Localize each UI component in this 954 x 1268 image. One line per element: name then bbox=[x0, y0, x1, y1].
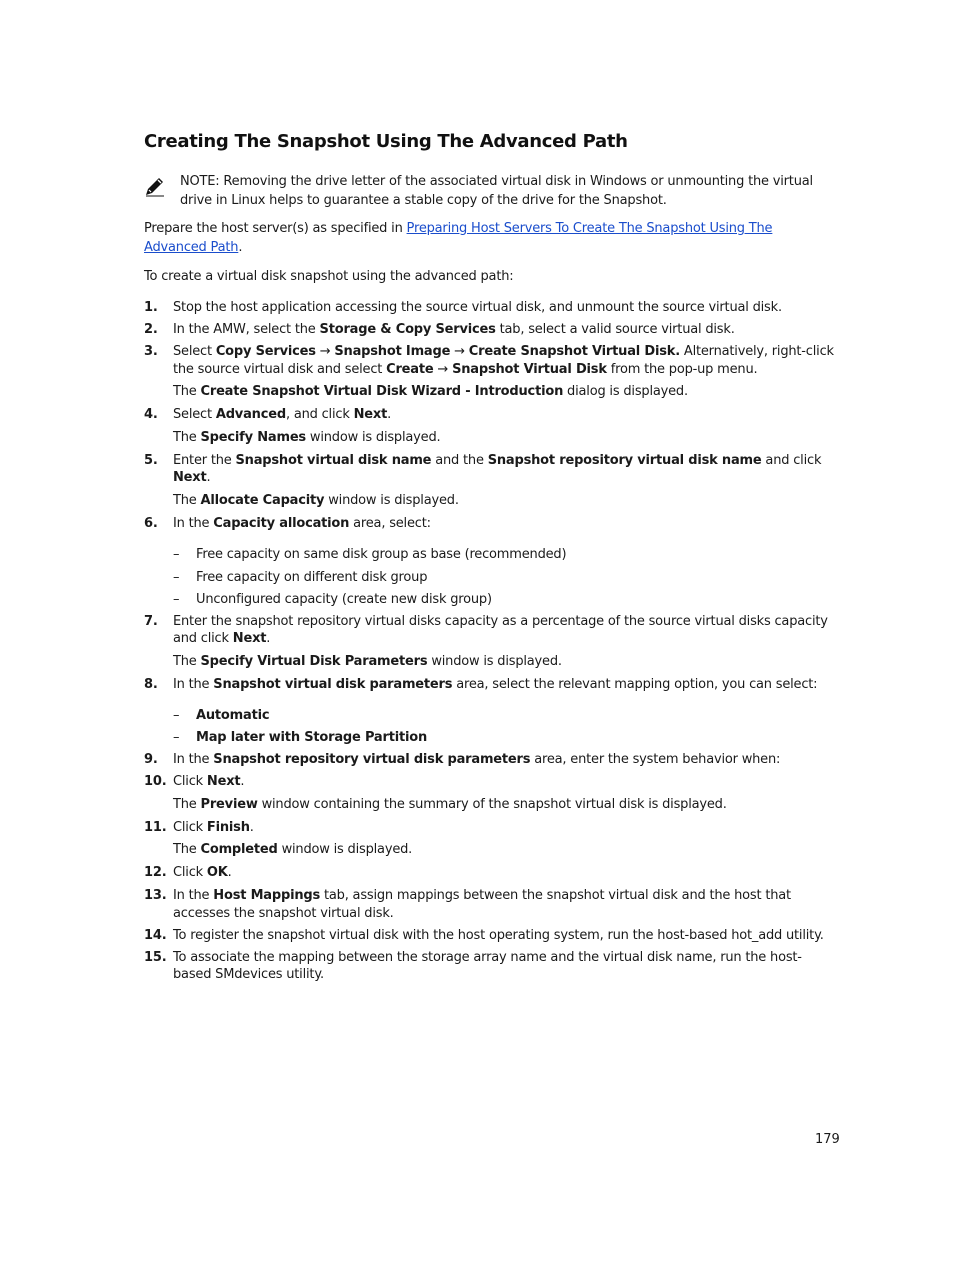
prepare-end: . bbox=[238, 240, 243, 255]
step-text: . bbox=[240, 774, 245, 789]
capacity-option bbox=[144, 591, 838, 609]
step-text: and click bbox=[761, 452, 822, 468]
preparing-host-servers-link[interactable]: Preparing Host Servers To Create The Snapshot Using The Advanced Path bbox=[144, 221, 773, 255]
step-bold: Snapshot virtual disk parameters bbox=[213, 676, 453, 692]
dash: – bbox=[173, 730, 180, 745]
note-text bbox=[180, 172, 838, 210]
step-text: Select bbox=[173, 407, 216, 422]
step-text: tab, assign mappings between the snapshot virtual disk and the host that accesses the snapshot virtual disk. bbox=[173, 888, 791, 921]
step-list bbox=[144, 299, 838, 984]
step-text: In the bbox=[173, 515, 214, 531]
prepare-paragraph bbox=[144, 219, 838, 257]
mapping-option bbox=[144, 729, 838, 747]
dash: – bbox=[173, 708, 180, 723]
step-text: and the bbox=[431, 452, 488, 468]
step-text: Click bbox=[173, 774, 207, 789]
step-number: 13. bbox=[144, 888, 167, 903]
step-number: 9. bbox=[144, 752, 158, 767]
step-text: In the bbox=[173, 888, 214, 903]
result-bold: Preview bbox=[200, 796, 258, 812]
step-bold: Next bbox=[206, 774, 241, 789]
step-text: . bbox=[266, 631, 271, 646]
page-number: 179 bbox=[815, 1132, 840, 1147]
step-text: Click bbox=[173, 819, 207, 835]
result-text: The bbox=[173, 653, 201, 669]
step-bold: Next bbox=[173, 470, 207, 485]
result-text: The bbox=[173, 492, 201, 508]
step-bold: Copy Services bbox=[215, 344, 316, 359]
note-label: NOTE: bbox=[180, 174, 220, 189]
step-text: In the bbox=[173, 676, 214, 692]
result-bold: Specify Virtual Disk Parameters bbox=[200, 653, 428, 669]
result-text: The bbox=[173, 796, 201, 812]
step-3-result bbox=[144, 383, 838, 401]
step-14 bbox=[144, 927, 838, 945]
step-1 bbox=[144, 299, 838, 317]
step-text: In the bbox=[173, 752, 214, 767]
dash: – bbox=[173, 547, 180, 562]
step-bold: Storage & Copy Services bbox=[319, 322, 496, 337]
step-number: 10. bbox=[144, 774, 167, 789]
step-12 bbox=[144, 864, 838, 882]
step-bold: Create bbox=[386, 361, 434, 377]
step-text: from the pop-up menu. bbox=[606, 361, 758, 377]
result-text: The bbox=[173, 429, 201, 445]
option-text: Unconfigured capacity (create new disk group) bbox=[196, 591, 492, 607]
step-number: 7. bbox=[144, 613, 158, 629]
step-11-result bbox=[144, 841, 838, 859]
step-bold: Snapshot virtual disk name bbox=[235, 452, 432, 468]
result-bold: Specify Names bbox=[200, 429, 306, 445]
step-bold: Advanced bbox=[215, 407, 286, 422]
step-number: 8. bbox=[144, 676, 158, 692]
step-text: . bbox=[227, 865, 232, 880]
mapping-option bbox=[144, 707, 838, 725]
step-text: Enter the snapshot repository virtual disks capacity as a percentage of the source virtual disks capacity and click bbox=[173, 613, 828, 646]
step-number: 2. bbox=[144, 322, 158, 337]
capacity-option bbox=[144, 546, 838, 564]
step-10-result bbox=[144, 796, 838, 814]
step-9 bbox=[144, 751, 838, 769]
step-number: 4. bbox=[144, 407, 158, 422]
step-text: tab, select a valid source virtual disk. bbox=[495, 322, 735, 337]
result-bold: Create Snapshot Virtual Disk Wizard - Introduction bbox=[200, 384, 564, 399]
step-3 bbox=[144, 343, 838, 378]
step-4-result bbox=[144, 429, 838, 447]
step-text: Stop the host application accessing the source virtual disk, and unmount the source virtual disk. bbox=[173, 300, 782, 315]
prepare-text: Prepare the host server(s) as specified in bbox=[144, 221, 407, 236]
step-bold: Capacity allocation bbox=[213, 515, 350, 531]
arrow: → bbox=[433, 361, 453, 377]
step-8 bbox=[144, 676, 838, 694]
step-number: 6. bbox=[144, 515, 158, 531]
option-text: Map later with Storage Partition bbox=[196, 730, 428, 745]
step-number: 5. bbox=[144, 452, 158, 468]
step-bold: Snapshot Virtual Disk bbox=[452, 361, 607, 377]
step-bold: Next bbox=[353, 407, 388, 422]
result-text: window is displayed. bbox=[277, 842, 413, 857]
step-number: 14. bbox=[144, 927, 167, 943]
step-5-result bbox=[144, 492, 838, 510]
step-text: To register the snapshot virtual disk with the host operating system, run the host-based hot_add utility. bbox=[173, 927, 824, 943]
step-number: 3. bbox=[144, 344, 158, 359]
option-text: Free capacity on different disk group bbox=[196, 569, 428, 585]
step-number: 15. bbox=[144, 949, 167, 965]
note-box bbox=[144, 172, 838, 210]
capacity-option bbox=[144, 569, 838, 587]
step-4 bbox=[144, 406, 838, 424]
arrow: → bbox=[315, 344, 335, 359]
step-15 bbox=[144, 949, 838, 984]
step-5 bbox=[144, 452, 838, 487]
step-text: . bbox=[206, 470, 211, 485]
result-text: The bbox=[173, 842, 201, 857]
step-text: , and click bbox=[285, 407, 354, 422]
step-2 bbox=[144, 321, 838, 339]
step-bold: Snapshot repository virtual disk parameters bbox=[213, 752, 531, 767]
dash: – bbox=[173, 591, 180, 607]
result-bold: Completed bbox=[200, 842, 278, 857]
result-text: window containing the summary of the snapshot virtual disk is displayed. bbox=[257, 796, 727, 812]
step-bold: Finish bbox=[206, 819, 250, 835]
step-bold: OK bbox=[206, 865, 228, 880]
note-body: Removing the drive letter of the associated virtual disk in Windows or unmounting the virtual drive in Linux helps to guarantee a stable copy of the drive for the Snapshot. bbox=[180, 174, 813, 208]
dash: – bbox=[173, 569, 180, 585]
arrow: → bbox=[450, 344, 469, 359]
result-bold: Allocate Capacity bbox=[200, 492, 325, 508]
step-text: Select bbox=[173, 344, 216, 359]
step-text: area, enter the system behavior when: bbox=[530, 752, 781, 767]
step-13 bbox=[144, 887, 838, 922]
step-number: 12. bbox=[144, 865, 167, 880]
result-text: window is displayed. bbox=[324, 492, 459, 508]
step-11 bbox=[144, 819, 838, 837]
step-text: To associate the mapping between the storage array name and the virtual disk name, run the host-based SMdevices utility. bbox=[173, 949, 802, 982]
step-6 bbox=[144, 515, 838, 533]
option-text: Automatic bbox=[196, 708, 270, 723]
step-bold: Create Snapshot Virtual Disk. bbox=[468, 344, 680, 359]
step-text: . bbox=[387, 407, 392, 422]
result-text: window is displayed. bbox=[427, 653, 562, 669]
step-text: Alternatively, right-click the source virtual disk and select bbox=[173, 344, 834, 377]
step-7-result bbox=[144, 653, 838, 671]
option-text: Free capacity on same disk group as base (recommended) bbox=[196, 547, 567, 562]
result-text: window is displayed. bbox=[305, 429, 441, 445]
result-text: dialog is displayed. bbox=[563, 384, 688, 399]
step-bold: Host Mappings bbox=[213, 888, 321, 903]
step-bold: Snapshot repository virtual disk name bbox=[487, 452, 762, 468]
step-bold: Next bbox=[232, 631, 267, 646]
step-7 bbox=[144, 613, 838, 648]
step-text: In the AMW, select the bbox=[173, 322, 320, 337]
step-text: . bbox=[249, 819, 254, 835]
step-text: Enter the bbox=[173, 452, 236, 468]
section-heading: Creating The Snapshot Using The Advanced Path bbox=[144, 131, 628, 152]
result-text: The bbox=[173, 384, 201, 399]
step-bold: Snapshot Image bbox=[334, 344, 451, 359]
pencil-note-icon bbox=[144, 175, 166, 197]
intro-paragraph: To create a virtual disk snapshot using the advanced path: bbox=[144, 269, 514, 284]
step-text: area, select: bbox=[349, 515, 431, 531]
step-number: 1. bbox=[144, 300, 158, 315]
step-text: Click bbox=[173, 865, 207, 880]
step-number: 11. bbox=[144, 819, 167, 835]
step-10 bbox=[144, 773, 838, 791]
step-text: area, select the relevant mapping option, you can select: bbox=[452, 676, 818, 692]
